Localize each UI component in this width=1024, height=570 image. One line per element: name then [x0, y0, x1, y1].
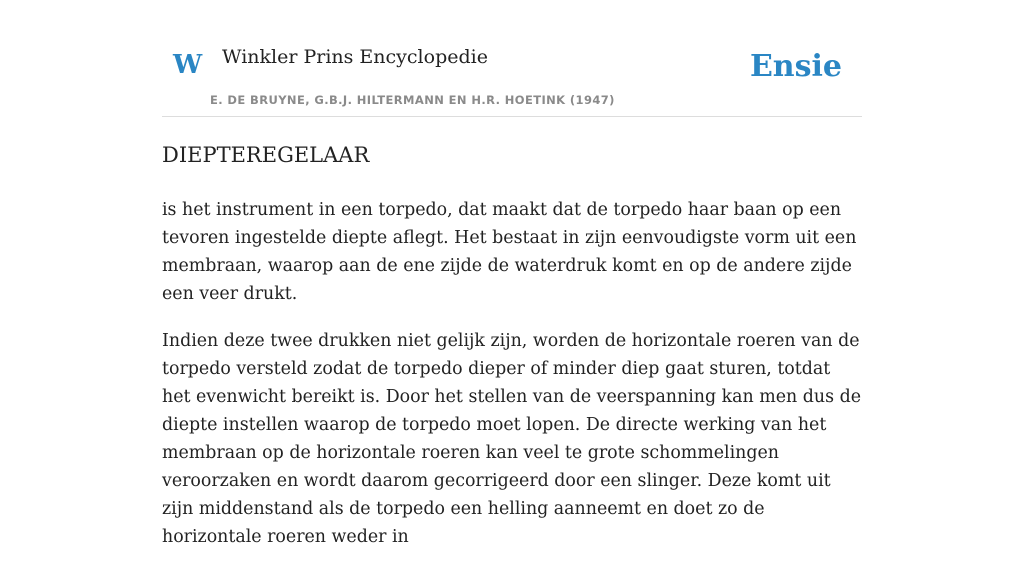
publication-authors: E. DE BRUYNE, G.B.J. HILTERMANN EN H.R. HOETINK (1947) [210, 93, 615, 107]
publication-title-link[interactable]: Winkler Prins Encyclopedie [222, 46, 488, 68]
site-header [162, 0, 862, 117]
publication-logo-icon[interactable]: W [173, 50, 203, 80]
entry-content [162, 140, 862, 570]
entry-title: DIEPTEREGELAAR [162, 143, 370, 167]
ensie-brand-logo[interactable]: Ensie [749, 49, 842, 84]
entry-paragraph: is het instrument in een torpedo, dat maakt dat de torpedo haar baan op een tevoren ingestelde diepte aflegt. Het bestaat in zijn eenvoudigste vorm uit een membraan, waarop aan de ene zijde de waterdruk komt en op de andere zijde een veer drukt. [162, 200, 857, 304]
entry-paragraph: Indien deze twee drukken niet gelijk zijn, worden de horizontale roeren van de torpedo versteld zodat de torpedo dieper of minder diep gaat sturen, totdat het evenwicht bereikt is. Door het stellen van de veerspanning kan men dus de diepte instellen waarop de torpedo moet lopen. De directe werking van het membraan op de horizontale roeren kan veel te grote schommelingen veroorzaken en wordt daarom gecorrigeerd door een slinger. Deze komt uit zijn middenstand als de torpedo een helling aanneemt en doet zo de horizontale roeren weder in [162, 331, 861, 547]
